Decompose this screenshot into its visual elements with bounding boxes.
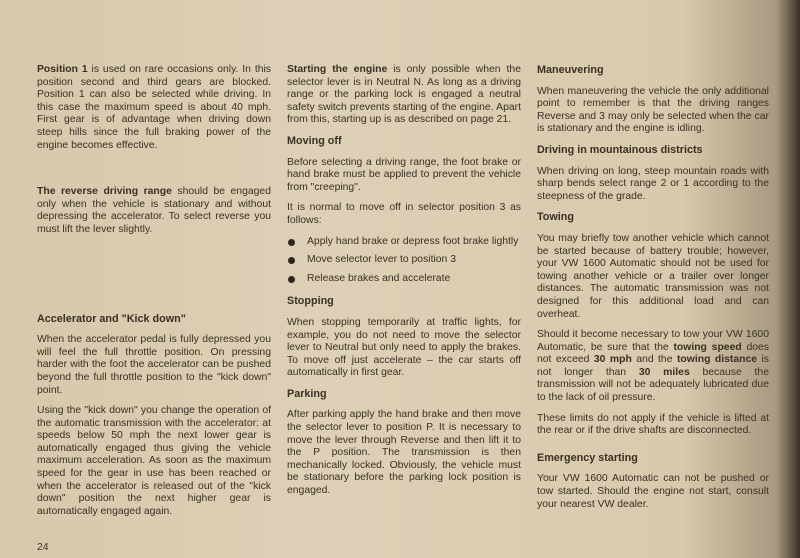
heading-accelerator: Accelerator and "Kick down" — [37, 312, 186, 325]
paragraph-mountain: When driving on long, steep mountain roads with sharp bends select range 2 or 1 according to the steepness of the grade. — [537, 165, 769, 202]
page-number: 24 — [37, 542, 49, 553]
paragraph-text: because the transmission will not be adequately lubricated due to the lack of oil pressure. — [537, 366, 769, 404]
heading-emergency: Emergency starting — [537, 451, 638, 464]
paragraph-text: Should it become necessary to tow your VW 1600 Automatic, be sure that the — [537, 329, 769, 353]
paragraph-maneuvering: When maneuvering the vehicle the only additional point to remember is that the driving ranges Reverse and 3 may only be selected when the car is stationary and the engine is idling. — [537, 85, 769, 135]
heading-towing: Towing — [537, 211, 574, 224]
paragraph-stopping: When stopping temporarily at traffic lights, for example, you do not need to move the selector lever to Neutral but only need to apply the brakes. To move off just accelerate – the car starts off automatically in first gear. — [287, 316, 521, 379]
term-30-miles: 30 miles — [638, 366, 690, 378]
spacer — [37, 287, 271, 313]
heading-mountain: Driving in mountainous districts — [537, 143, 703, 156]
paragraph-text: is used on rare occasions only. In this position second and third gears are blocked. Position 1 can also be selected while driving. In this case the maximum speed is about 40 mph. First gear is of advantage when driving down steep hills since the full braking power of the engine becomes effective. — [37, 64, 271, 151]
term-towing-distance: towing distance — [676, 354, 758, 366]
heading-moving-off: Moving off — [287, 134, 342, 147]
heading-stopping: Stopping — [287, 295, 334, 308]
column-left — [37, 64, 271, 526]
list-item: Move selector lever to position 3 — [287, 254, 521, 267]
paragraph-towing-3: These limits do not apply if the vehicle is lifted at the rear or if the drive shafts are disconnected. — [537, 412, 769, 437]
term-reverse-range: The reverse driving range — [37, 186, 172, 198]
paragraph-text: is not longer than — [537, 354, 769, 378]
steps-list — [287, 236, 521, 286]
paragraph-towing-1: You may briefly tow another vehicle which cannot be started because of battery trouble; however, your VW 1600 Automatic should not be used for towing another vehicle or a trailer over longer distances. The automatic transmission was not designed for this additional load and can overheat. — [537, 232, 769, 320]
heading-maneuvering: Maneuvering — [537, 64, 604, 76]
paragraph-emergency: Your VW 1600 Automatic can not be pushed or tow started. Should the engine not start, consult your nearest VW dealer. — [537, 473, 769, 510]
paragraph-selector-3: It is normal to move off in selector position 3 as follows: — [287, 202, 521, 226]
paragraph-kick-down: Using the "kick down" you change the operation of the automatic transmission with the accelerator: at speeds below 50 mph the next lower gear is automatically engaged thus giving the vehicle maximum acceleration. As soon as the maximum speed for the gear in use has been reached or when the accelerator is released out of the "kick down" position the next higher gear is automatically engaged again. — [37, 405, 271, 517]
list-item: Apply hand brake or depress foot brake lightly — [287, 236, 521, 249]
term-30-mph: 30 mph — [593, 354, 632, 366]
paragraph-position-1 — [37, 64, 271, 152]
paragraph-towing-2 — [537, 329, 769, 405]
paragraph-accelerator: When the accelerator pedal is fully depressed you will feel the full throttle position. On pressing harder with the foot the accelerator can be pushed beyond the full throttle position to the "kick down" point. — [37, 334, 271, 396]
list-item: Release brakes and accelerate — [287, 273, 521, 286]
paragraph-reverse — [37, 186, 271, 236]
term-position-1: Position 1 — [37, 64, 88, 75]
column-right — [537, 64, 769, 519]
paragraph-parking: After parking apply the hand brake and then move the selector lever to position P. It is necessary to move the lever through Reverse and then lift it to the P position. The transmission is then mechanically locked. Obviously, the vehicle must be stationary before the parking lock position is engaged. — [287, 409, 521, 497]
paragraph-text: should be engaged only when the vehicle is stationary and without depressing the accelerator. To select reverse you must lift the lever slightly. — [37, 186, 271, 235]
paragraph-text: does not exceed — [537, 341, 769, 366]
term-starting-engine: Starting the engine — [287, 64, 388, 75]
spacer — [37, 160, 271, 186]
spacer — [37, 245, 271, 287]
paragraph-text: is only possible when the selector lever is in Neutral N. As long as a driving range or the parking lock is engaged a neutral safety switch prevents starting of the engine. Apart from this, starting up is as described on page 21. — [287, 64, 521, 126]
heading-parking: Parking — [287, 387, 327, 400]
column-middle — [287, 64, 521, 506]
term-towing-speed: towing speed — [673, 341, 742, 353]
paragraph-moving-off: Before selecting a driving range, the foot brake or hand brake must be applied to prevent the vehicle from "creeping". — [287, 156, 521, 193]
paragraph-starting — [287, 64, 521, 127]
paragraph-text: and the — [631, 354, 677, 366]
